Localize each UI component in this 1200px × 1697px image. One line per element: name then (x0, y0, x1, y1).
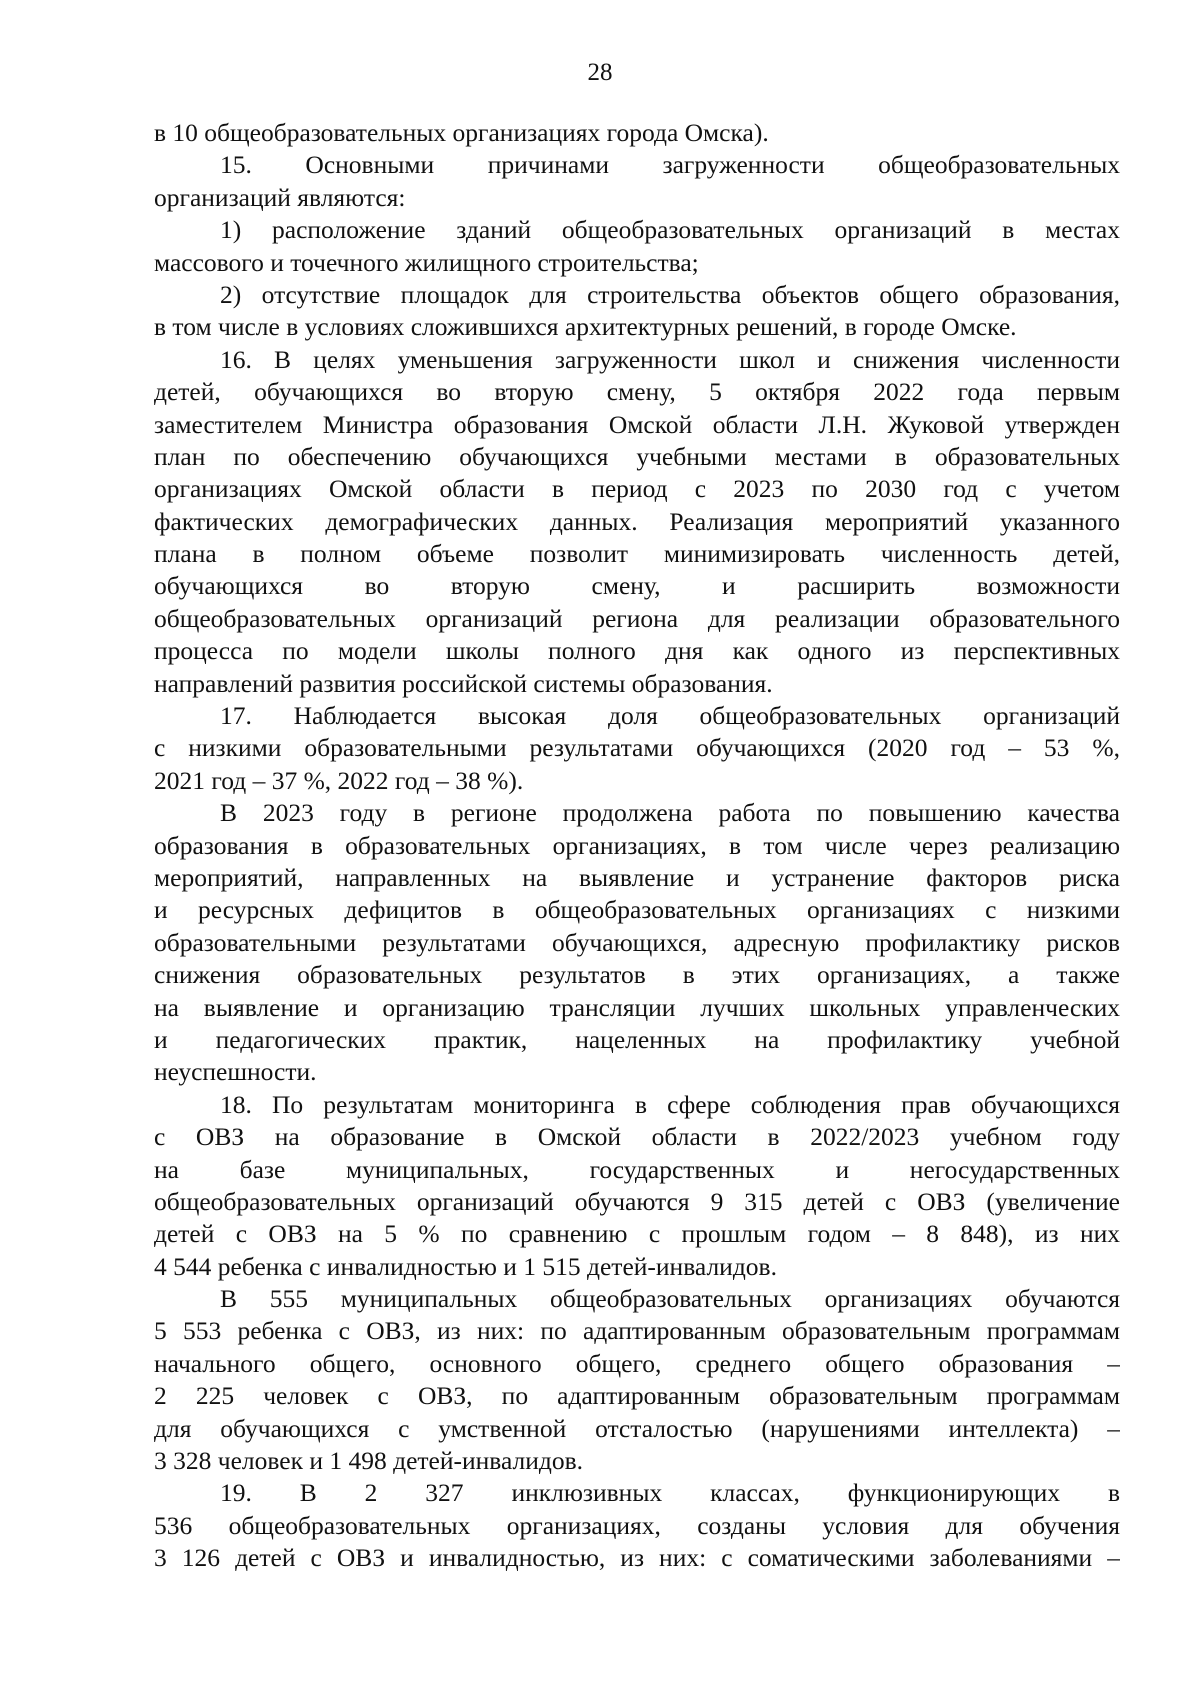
text-line: организаций являются: (154, 182, 406, 212)
text-line: заместителем Министра образования Омской области Л.Н. Жуковой утвержден (154, 409, 1120, 439)
text-line: 15. Основными причинами загруженности общеобразовательных (220, 150, 1120, 180)
text-line: 5 553 ребенка с ОВЗ, из них: по адаптированным образовательным программам (154, 1316, 1120, 1346)
text-line: массового и точечного жилищного строительства; (154, 247, 699, 277)
text-line: детей, обучающихся во вторую смену, 5 октября 2022 года первым (154, 377, 1120, 407)
text-line: образовательными результатами обучающихся, адресную профилактику рисков (154, 927, 1120, 957)
text-line: неуспешности. (154, 1057, 317, 1087)
text-line: 2021 год – 37 %, 2022 год – 38 %). (154, 765, 524, 795)
text-line: 2) отсутствие площадок для строительства объектов общего образования, (220, 279, 1120, 309)
text-line: 4 544 ребенка с инвалидностью и 1 515 детей-инвалидов. (154, 1251, 777, 1281)
text-line: В 555 муниципальных общеобразовательных организациях обучаются (220, 1284, 1120, 1314)
text-line: 17. Наблюдается высокая доля общеобразовательных организаций (220, 701, 1120, 731)
text-line: образования в образовательных организациях, в том числе через реализацию (154, 830, 1120, 860)
text-line: 16. В целях уменьшения загруженности школ и снижения численности (220, 344, 1120, 374)
text-line: фактических демографических данных. Реализация мероприятий указанного (154, 506, 1120, 536)
text-line: начального общего, основного общего, среднего общего образования – (154, 1348, 1120, 1378)
text-line: организациях Омской области в период с 2023 по 2030 год с учетом (154, 474, 1120, 504)
text-line: в том числе в условиях сложившихся архитектурных решений, в городе Омске. (154, 312, 1017, 342)
text-line: детей с ОВЗ на 5 % по сравнению с прошлым годом – 8 848), из них (154, 1219, 1120, 1249)
text-line: направлений развития российской системы образования. (154, 668, 773, 698)
text-line: на базе муниципальных, государственных и негосударственных (154, 1154, 1120, 1184)
document-body (154, 117, 1120, 1575)
text-line: общеобразовательных организаций региона для реализации образовательного (154, 603, 1120, 633)
text-line: обучающихся во вторую смену, и расширить возможности (154, 571, 1120, 601)
text-line: В 2023 году в регионе продолжена работа по повышению качества (220, 798, 1120, 828)
text-line: на выявление и организацию трансляции лучших школьных управленческих (154, 992, 1120, 1022)
text-line: в 10 общеобразовательных организациях города Омска). (154, 118, 769, 147)
text-line: 18. По результатам мониторинга в сфере соблюдения прав обучающихся (220, 1089, 1120, 1119)
page-number: 28 (587, 59, 613, 86)
text-line: 1) расположение зданий общеобразовательных организаций в местах (220, 215, 1120, 245)
text-line: с низкими образовательными результатами обучающихся (2020 год – 53 %, (154, 733, 1120, 763)
text-line: процесса по модели школы полного дня как одного из перспективных (154, 636, 1120, 666)
text-line: снижения образовательных результатов в этих организациях, а также (154, 960, 1120, 990)
text-line: 536 общеобразовательных организациях, созданы условия для обучения (154, 1510, 1120, 1540)
text-line: с ОВЗ на образование в Омской области в 2022/2023 учебном году (154, 1122, 1120, 1152)
text-line: план по обеспечению обучающихся учебными местами в образовательных (154, 441, 1120, 471)
text-line: 19. В 2 327 инклюзивных классах, функционирующих в (220, 1478, 1120, 1508)
text-line: и педагогических практик, нацеленных на профилактику учебной (154, 1024, 1120, 1054)
text-line: мероприятий, направленных на выявление и устранение факторов риска (154, 862, 1120, 892)
text-line: для обучающихся с умственной отсталостью (нарушениями интеллекта) – (154, 1413, 1120, 1443)
text-line: и ресурсных дефицитов в общеобразовательных организациях с низкими (154, 895, 1120, 925)
text-line: 3 328 человек и 1 498 детей-инвалидов. (154, 1446, 584, 1476)
text-line: общеобразовательных организаций обучаются 9 315 детей с ОВЗ (увеличение (154, 1186, 1120, 1216)
text-line: 2 225 человек с ОВЗ, по адаптированным образовательным программам (154, 1381, 1120, 1411)
text-line: 3 126 детей с ОВЗ и инвалидностью, из них: с соматическими заболеваниями – (154, 1543, 1120, 1573)
text-line: плана в полном объеме позволит минимизировать численность детей, (154, 539, 1120, 569)
